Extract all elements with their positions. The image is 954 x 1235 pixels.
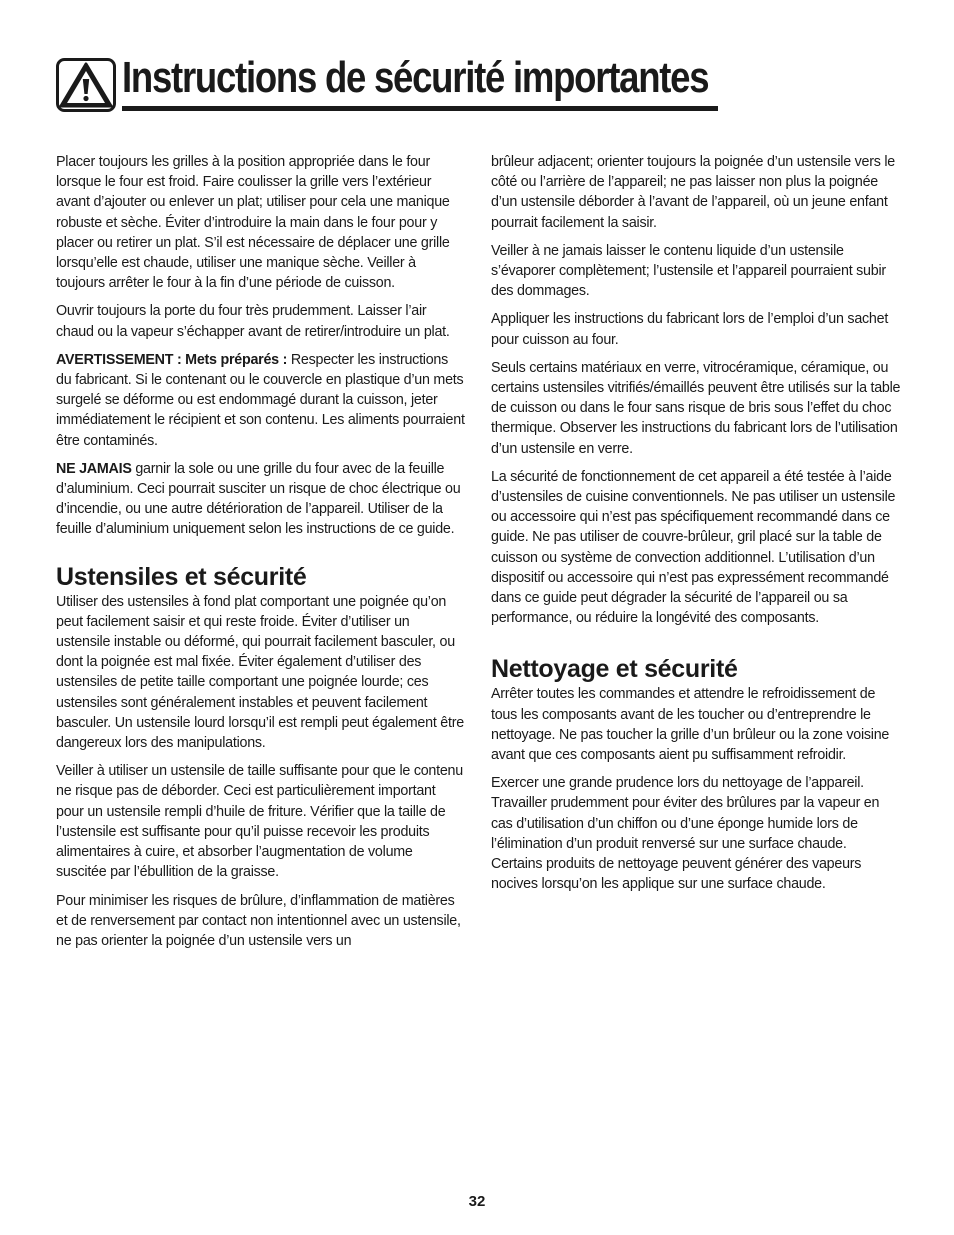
paragraph: brûleur adjacent; orienter toujours la poignée d’un ustensile vers le côté ou l’arrière de l’appareil; ne pas laisser non plus la poignée d’un ustensile déborder à l’avant de l’appareil, où un jeune enfant pourrait facilement la saisir. [491,154,895,231]
warning-label: AVERTISSEMENT : Mets préparés : [56,351,288,368]
paragraph: Veiller à ne jamais laisser le contenu liquide d’un ustensile s’évaporer complètement; l’ustensile et l’appareil pourraient subir des dommages. [491,242,886,300]
never-label: NE JAMAIS [56,460,132,477]
paragraph: Veiller à utiliser un ustensile de taille suffisante pour que le contenu ne risque pas de déborder. Ceci est particulièrement important pour un ustensile rempli d’huile de friture. Vérifier que la taille de l’ustensile est suffisante pour qu’il puisse recevoir les produits alimentaires à cuire, et absorber l’augmentation de volume suscitée par l’ébullition de la graisse. [56,763,463,881]
paragraph: Utiliser des ustensiles à fond plat comportant une poignée qu’on peut facilement saisir et qui reste froide. Éviter d’utiliser un ustensile instable ou déformé, qui pourrait facilement basculer, ou dont la poignée est mal fixée. Éviter également d’utiliser des ustensiles de petite taille comportant une poignée lourde; ces ustensiles sont généralement instables et peuvent facilement basculer. Un ustensile lourd lorsqu’il est rempli peut également être dangereux lors des manipulations. [56,593,464,752]
paragraph: Ouvrir toujours la porte du four très prudemment. Laisser l’air chaud ou la vapeur s’échapper avant de retirer/introduire un plat. [56,303,450,340]
page-title: Instructions de sécurité importantes [122,53,709,102]
never-text: garnir la sole ou une grille du four avec de la feuille d’aluminium. Ceci pourrait susciter un risque de choc électrique ou d’incendie, ou une autre détérioration de l’appareil. Utiliser de la feuille d’aluminium uniquement selon les instructions de ce guide. [56,460,461,538]
page-header [56,52,718,114]
paragraph: Placer toujours les grilles à la position appropriée dans le four lorsque le four est froid. Faire coulisser la grille vers l’extérieur avant d’ajouter ou enlever un plat; utiliser pour cela une manique robuste et sèche. Éviter d’introduire la main dans le four pour y placer ou retirer un plat. S’il est nécessaire de déplacer une grille lorsqu’elle est chaude, utiliser une manique sèche. Veiller à toujours arrêter le four à la fin d’une période de cuisson. [56,154,450,292]
paragraph: Exercer une grande prudence lors du nettoyage de l’appareil. Travailler prudemment pour éviter des brûlures par la vapeur en cas d’utilisation d’un chiffon ou d’une éponge humide lors de l’élimination d’un produit renversé sur une surface chaude. Certains produits de nettoyage peuvent générer des vapeurs nocives lorsqu’on les applique sur une surface chaude. [491,775,880,893]
paragraph: Seuls certains matériaux en verre, vitrocéramique, céramique, ou certains ustensiles vitrifiés/émaillés peuvent être utilisés sur la table de cuisson ou dans le four sans risque de bris sous l’effet du choc thermique. Observer les instructions du fabricant lors de l’utilisation d’un ustensile en verre. [491,359,901,457]
section-heading-cleaning: Nettoyage et sécurité [491,655,738,684]
warning-paragraph [56,350,466,451]
paragraph: Appliquer les instructions du fabricant lors de l’emploi d’un sachet pour cuisson au four. [491,311,889,348]
left-column [56,152,466,959]
section-heading-utensils: Ustensiles et sécurité [56,562,307,591]
paragraph: Pour minimiser les risques de brûlure, d’inflammation de matières et de renversement par contact non intentionnel avec un ustensile, ne pas orienter la poignée d’un ustensile vers un [56,892,461,949]
paragraph: Arrêter toutes les commandes et attendre le refroidissement de tous les composants avant de les toucher ou d’entreprendre le nettoyage. Ne pas toucher la grille d’un brûleur ou la zone voisine avant que ces composants aient pu suffisamment refroidir. [491,686,890,764]
title-underline [122,106,718,111]
paragraph: La sécurité de fonctionnement de cet appareil a été testée à l’aide d’ustensiles de cuisine conventionnels. Ne pas utiliser un ustensile ou accessoire qui n’est pas spécifiquement recommandé dans ce guide. Ne pas utiliser de couvre-brûleur, gril placé sur la table de cuisson ou système de convection additionnel. L’utilisation d’un dispositif ou accessoire qui n’est pas expressément recommandé dans ce guide peut dégrader la sécurité de l’appareil ou sa performance, ou réduire la longévité des composants. [491,468,896,627]
page-number: 32 [468,1193,486,1210]
warning-text: Respecter les instructions du fabricant. Si le contenant ou le couvercle en plastique d’un mets surgelé se déforme ou est endommagé durant la cuisson, jeter immédiatement le récipient et son contenu. Les aliments pourraient être contaminés. [56,351,465,449]
right-column [491,152,901,903]
never-paragraph [56,459,466,540]
warning-triangle-icon [56,58,116,112]
